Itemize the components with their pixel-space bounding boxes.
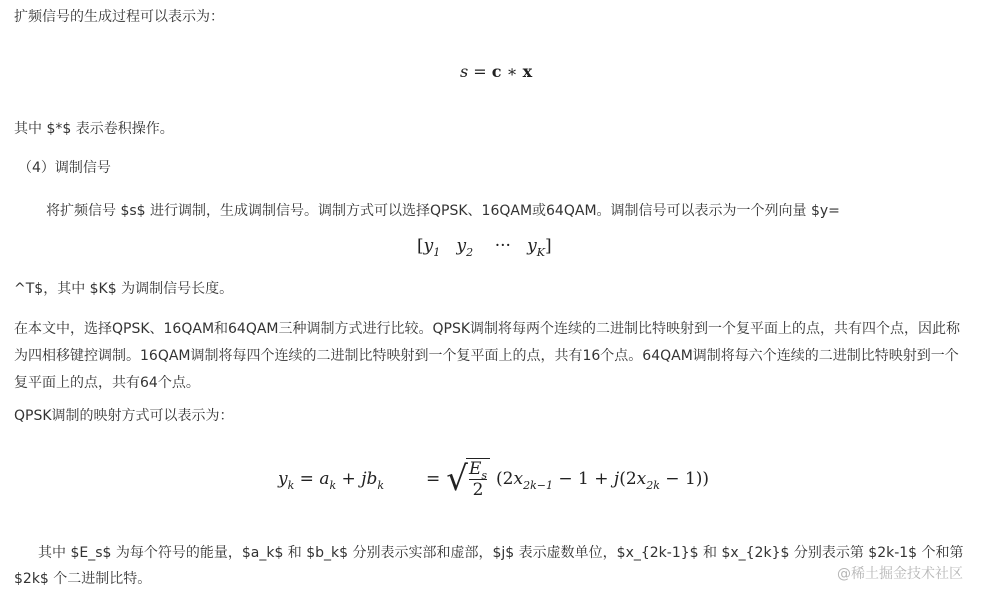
site-watermark [837,563,963,583]
paragraph-modulation: 将扩频信号 $s$ 进行调制，生成调制信号。调制方式可以选择QPSK、16QAM或64QAM。调制信号可以表示为一个列向量 $y= [46,203,840,219]
paragraph-intro: 扩频信号的生成过程可以表示为： [14,9,224,25]
paragraph-vector-transpose: ^T$，其中 $K$ 为调制信号长度。 [14,281,234,297]
section-heading-modulation: （4）调制信号 [18,160,111,176]
paragraph-convolution-note: 其中 $*$ 表示卷积操作。 [14,121,174,137]
equation-spread-signal: s = c ∗ x [460,62,533,81]
watermark-text: @稀土掘金技术社区 [837,566,963,582]
equation-vector: [$y_1$ $y_2$ ··· $y_K$] [417,236,552,259]
equation-qpsk: $y_k = a_k + jb_k$ = √ $E_s$ 2 $(2x_{2k-1} - 1 + j(2x_{2k} - 1))$ [278,459,710,500]
paragraph-comparison: 在本文中，选择QPSK、16QAM和64QAM三种调制方式进行比较。QPSK调制将每两个连续的二进制比特映射到一个复平面上的点，共有四个点，因此称为四相移键控调制。16QAM调制将每四个连续的二进制比特映射到一个复平面上的点，共有16个点。64QAM调制将每六个连续的二进制比特映射到一个复平面上的点，共有64个点。 [14,321,961,391]
paragraph-variable-definitions: 其中 $E_s$ 为每个符号的能量，$a_k$ 和 $b_k$ 分别表示实部和虚部，$j$ 表示虚数单位，$x_{2k-1}$ 和 $x_{2k}$ 分别表示第 $2k-1$ 个和第 $2k$ 个二进制比特。 [14,545,964,587]
paragraph-qpsk-mapping: QPSK调制的映射方式可以表示为： [14,408,234,424]
